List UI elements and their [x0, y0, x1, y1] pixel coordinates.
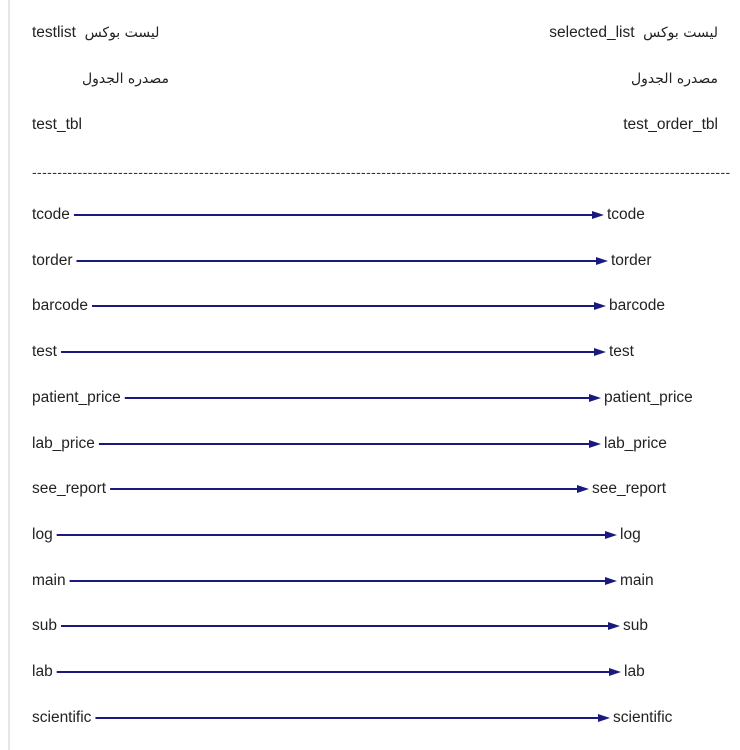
target-field-label: test — [609, 343, 634, 361]
mapping-arrow-icon — [0, 203, 740, 227]
target-field-label: tcode — [607, 206, 645, 223]
source-field-label: torder — [32, 251, 73, 269]
source-field-label: tcode — [32, 206, 70, 223]
mapping-row — [0, 203, 740, 227]
arrow-head-icon — [592, 211, 604, 219]
arrow-head-icon — [609, 668, 621, 676]
left-source-label-container — [82, 70, 169, 88]
right-source-label-container — [631, 70, 718, 88]
target-field-label: scientific — [613, 708, 673, 726]
arrow-head-icon — [605, 577, 617, 585]
mapping-row — [0, 294, 740, 318]
right-listbox-label: ليست بوكس — [643, 25, 718, 41]
target-field-label: barcode — [609, 297, 666, 315]
left-listbox-label: ليست بوكس — [84, 25, 160, 41]
arrow-head-icon — [598, 714, 610, 722]
source-field-label: see_report — [32, 480, 107, 498]
source-field-label: lab — [32, 663, 53, 680]
mapping-arrow-icon — [0, 706, 740, 730]
left-listbox-header — [32, 24, 159, 42]
arrow-head-icon — [577, 485, 589, 493]
mapping-row — [0, 523, 740, 547]
mapping-arrow-icon — [0, 249, 740, 273]
mapping-arrow-icon — [0, 340, 740, 364]
mapping-row — [0, 249, 740, 273]
target-field-label: lab_price — [604, 434, 667, 452]
target-field-label: see_report — [592, 480, 667, 498]
mapping-row — [0, 569, 740, 593]
arrow-head-icon — [605, 531, 617, 539]
mapping-arrow-icon — [0, 660, 740, 684]
mapping-row — [0, 386, 740, 410]
target-field-label: log — [620, 525, 641, 543]
arrow-head-icon — [594, 302, 606, 310]
mapping-row — [0, 706, 740, 730]
arrow-head-icon — [596, 257, 608, 265]
mapping-row — [0, 340, 740, 364]
source-field-label: lab_price — [32, 434, 95, 452]
target-field-label: sub — [623, 617, 648, 635]
source-field-label: scientific — [32, 708, 92, 726]
source-field-label: barcode — [32, 297, 89, 315]
mapping-arrow-icon — [0, 523, 740, 547]
right-listbox-header — [549, 24, 718, 42]
left-table-name: test_tbl — [32, 116, 82, 133]
mapping-arrow-icon — [0, 386, 740, 410]
source-field-label: patient_price — [32, 388, 121, 406]
source-field-label: log — [32, 525, 53, 543]
target-field-label: patient_price — [604, 388, 693, 406]
mapping-row — [0, 432, 740, 456]
right-listbox-name: selected_list — [549, 24, 635, 41]
mapping-arrow-icon — [0, 294, 740, 318]
mapping-arrow-icon — [0, 477, 740, 501]
left-source-label: مصدره الجدول — [82, 71, 170, 87]
target-field-label: main — [620, 571, 654, 589]
arrow-head-icon — [589, 440, 601, 448]
source-field-label: main — [32, 571, 66, 589]
left-listbox-name: testlist — [32, 24, 76, 41]
mapping-row — [0, 614, 740, 638]
mapping-arrow-icon — [0, 569, 740, 593]
right-source-label: مصدره الجدول — [630, 71, 718, 87]
right-table-name: test_order_tbl — [623, 116, 718, 133]
target-field-label: torder — [611, 251, 652, 269]
mapping-arrow-icon — [0, 614, 740, 638]
dashed-divider: ------------------------------------------------------------------------------------------------------------------------------------------ — [32, 164, 731, 180]
source-field-label: sub — [32, 617, 57, 635]
mapping-arrow-icon — [0, 432, 740, 456]
source-field-label: test — [32, 343, 57, 361]
arrow-head-icon — [594, 348, 606, 356]
arrow-head-icon — [608, 622, 620, 630]
arrow-head-icon — [589, 394, 601, 402]
mapping-row — [0, 477, 740, 501]
target-field-label: lab — [624, 663, 645, 680]
mapping-row — [0, 660, 740, 684]
